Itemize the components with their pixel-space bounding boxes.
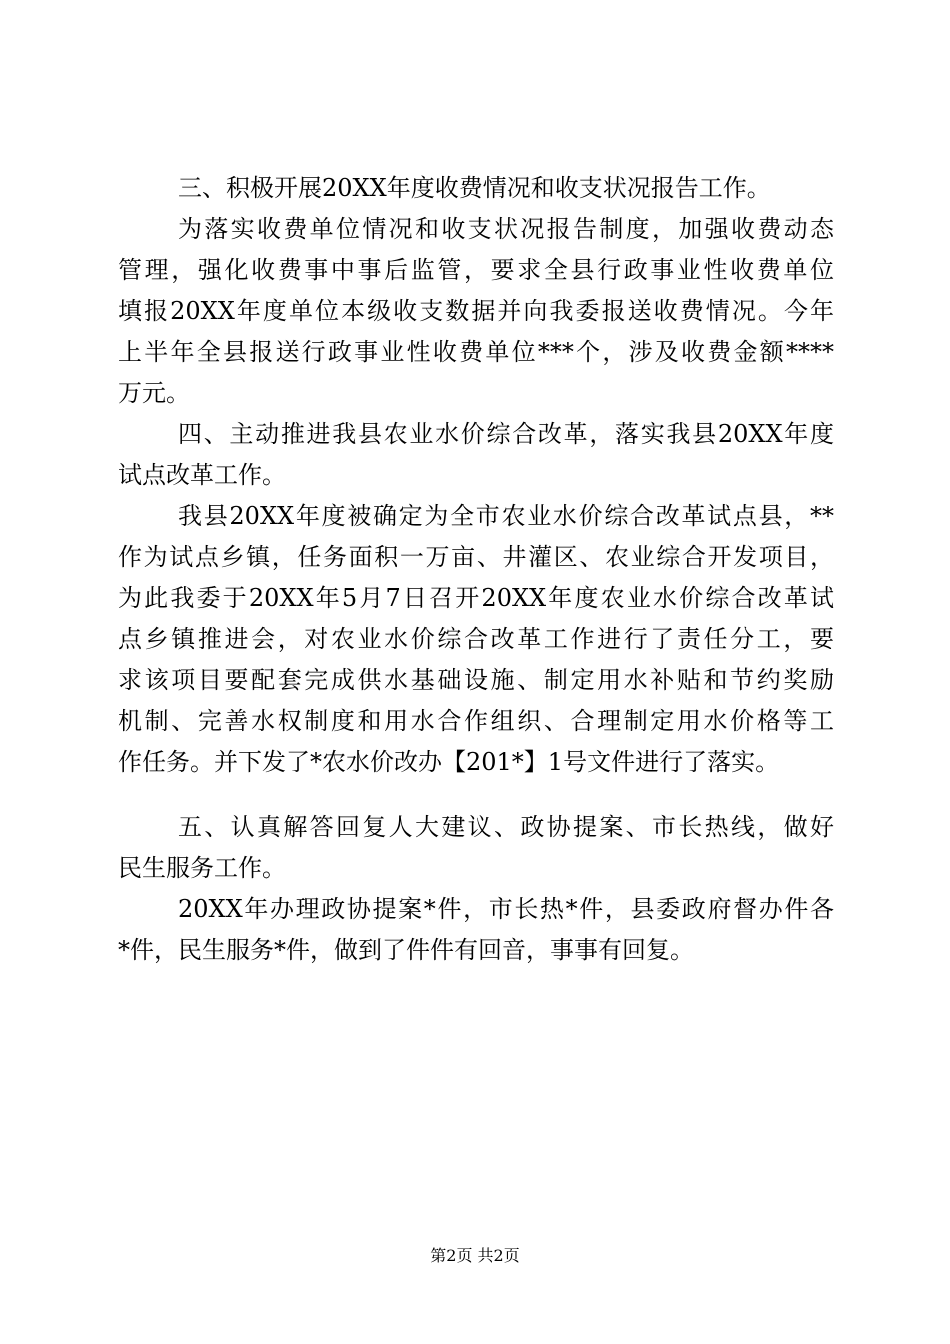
text-line: 为落实收费单位情况和收支状况报告制度，加强收费动态 — [178, 215, 834, 243]
text-line: 机制、完善水权制度和用水合作组织、合理制定用水价格等工 — [118, 707, 834, 735]
paragraph-heading-5 — [118, 807, 834, 889]
paragraph-heading-4 — [118, 414, 834, 496]
page-number-footer: 第2页 共2页 — [430, 1246, 520, 1265]
text-line: 三、积极开展20XX年度收费情况和收支状况报告工作。 — [178, 174, 771, 202]
text-line: 为此我委于20XX年5月7日召开20XX年度农业水价综合改革试 — [118, 584, 834, 612]
document-body — [118, 168, 834, 971]
text-line: 四、主动推进我县农业水价综合改革，落实我县20XX年度 — [178, 420, 834, 448]
text-line: 试点改革工作。 — [118, 461, 286, 489]
text-line: 我县20XX年度被确定为全市农业水价综合改革试点县，** — [178, 502, 834, 530]
paragraph-body-4 — [118, 496, 834, 783]
paragraph-body-3 — [118, 209, 834, 414]
text-line: 填报20XX年度单位本级收支数据并向我委报送收费情况。今年 — [118, 297, 834, 325]
text-line: 民生服务工作。 — [118, 854, 286, 882]
text-line: 万元。 — [118, 379, 190, 407]
text-line: 求该项目要配套完成供水基础设施、制定用水补贴和节约奖励 — [118, 666, 834, 694]
paragraph-body-5 — [118, 889, 834, 971]
text-line: 五、认真解答回复人大建议、政协提案、市长热线，做好 — [178, 813, 834, 841]
paragraph-gap — [118, 783, 834, 807]
text-line: 上半年全县报送行政事业性收费单位***个，涉及收费金额**** — [118, 338, 834, 366]
text-line: 管理，强化收费事中事后监管，要求全县行政事业性收费单位 — [118, 256, 834, 284]
text-line: 20XX年办理政协提案*件，市长热*件，县委政府督办件各 — [178, 895, 834, 923]
paragraph-heading-3 — [118, 168, 834, 209]
text-line: 点乡镇推进会，对农业水价综合改革工作进行了责任分工，要 — [118, 625, 834, 653]
text-line: 作为试点乡镇，任务面积一万亩、井灌区、农业综合开发项目， — [118, 543, 834, 571]
text-line: 作任务。并下发了*农水价改办【201*】1号文件进行了落实。 — [118, 748, 780, 776]
text-line: *件，民生服务*件，做到了件件有回音，事事有回复。 — [118, 936, 694, 964]
